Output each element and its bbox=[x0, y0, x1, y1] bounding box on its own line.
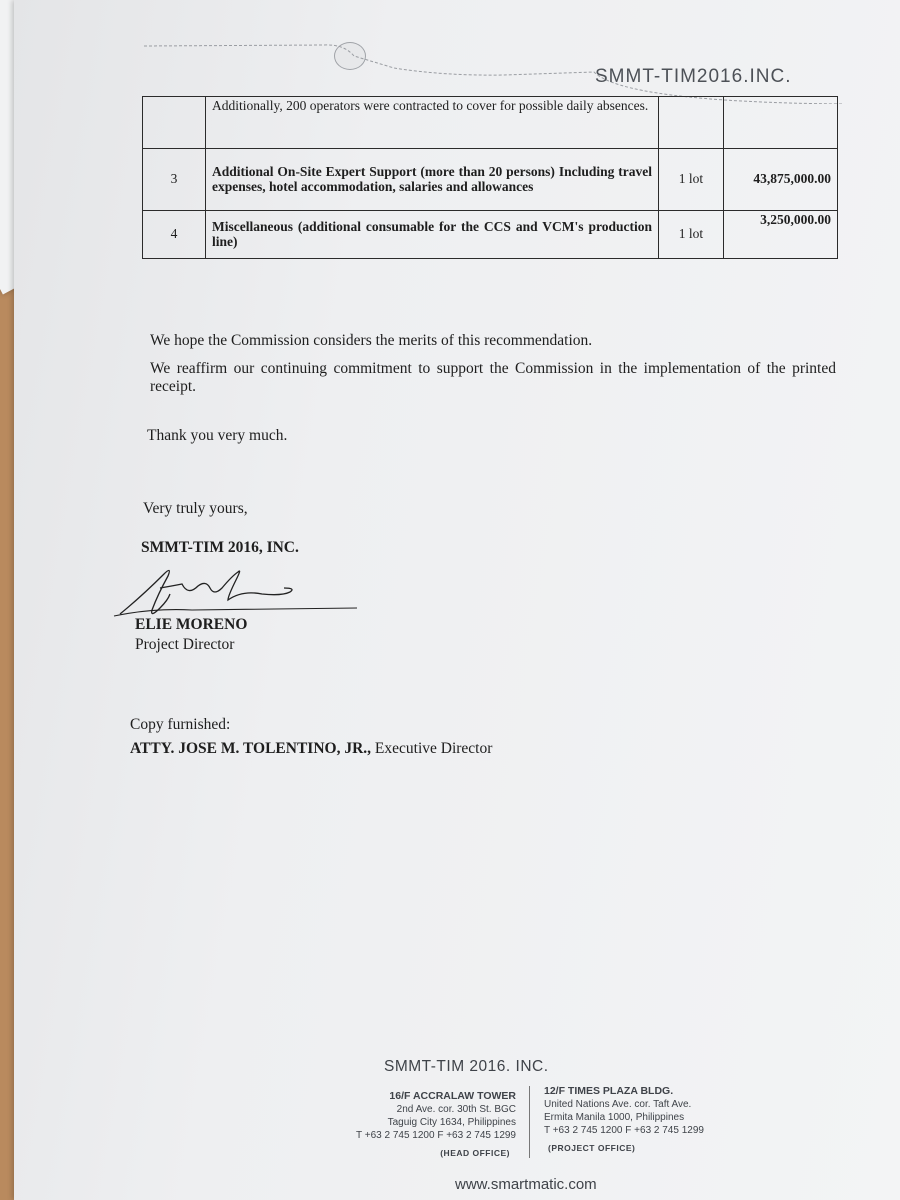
footer-company-name: SMMT-TIM 2016. INC. bbox=[384, 1058, 549, 1075]
project-office-line1: United Nations Ave. cor. Taft Ave. bbox=[544, 1099, 692, 1110]
row-quantity: 1 lot bbox=[659, 211, 724, 259]
signer-title: Project Director bbox=[135, 636, 235, 653]
head-office-title: 16/F ACCRALAW TOWER bbox=[389, 1090, 516, 1102]
closing-salutation: Very truly yours, bbox=[143, 500, 248, 517]
head-office-label: (HEAD OFFICE) bbox=[440, 1148, 510, 1158]
head-office-phone: T +63 2 745 1200 F +63 2 745 1299 bbox=[356, 1130, 516, 1141]
row-number bbox=[143, 97, 206, 149]
copy-furnished-label: Copy furnished: bbox=[130, 716, 231, 733]
table-row bbox=[143, 97, 838, 149]
paragraph-merits: We hope the Commission considers the merits of this recommendation. bbox=[150, 332, 593, 349]
row-amount bbox=[724, 97, 838, 149]
table-row bbox=[143, 211, 838, 259]
row-description-text: Additionally, 200 operators were contracted to cover for possible daily absences. bbox=[212, 98, 649, 113]
project-office-address bbox=[544, 1085, 774, 1155]
project-office-phone: T +63 2 745 1200 F +63 2 745 1299 bbox=[544, 1125, 704, 1136]
project-office-label: (PROJECT OFFICE) bbox=[548, 1143, 636, 1153]
header-company-name: SMMT-TIM2016.INC. bbox=[595, 66, 792, 87]
row-amount: 43,875,000.00 bbox=[724, 149, 838, 211]
row-description-bold: Additional On-Site Expert Support (more than 20 persons) Including travel expenses, hotel accommodation, salaries and allowances bbox=[212, 164, 652, 194]
table-row bbox=[143, 149, 838, 211]
cost-table bbox=[142, 96, 838, 259]
head-office-address bbox=[300, 1090, 516, 1160]
copy-furnished-recipient bbox=[130, 740, 492, 758]
row-quantity: 1 lot bbox=[659, 149, 724, 211]
head-office-line1: 2nd Ave. cor. 30th St. BGC bbox=[396, 1104, 516, 1115]
row-description-bold: Miscellaneous (additional consumable for the CCS and VCM's production line) bbox=[212, 219, 652, 249]
row-amount: 3,250,000.00 bbox=[724, 211, 838, 259]
row-description bbox=[206, 149, 659, 211]
footer-divider bbox=[529, 1086, 530, 1158]
recipient-name: ATTY. JOSE M. TOLENTINO, JR., bbox=[130, 740, 372, 757]
signature-company: SMMT-TIM 2016, INC. bbox=[141, 539, 299, 556]
project-office-line2: Ermita Manila 1000, Philippines bbox=[544, 1112, 685, 1123]
row-number: 4 bbox=[143, 211, 206, 259]
project-office-title: 12/F TIMES PLAZA BLDG. bbox=[544, 1085, 674, 1097]
signer-name: ELIE MORENO bbox=[135, 616, 248, 633]
paragraph-commitment: We reaffirm our continuing commitment to support the Commission in the implementation of the printed receipt. bbox=[150, 360, 836, 396]
row-quantity bbox=[659, 97, 724, 149]
recipient-title: Executive Director bbox=[371, 740, 493, 757]
footer-website: www.smartmatic.com bbox=[455, 1176, 597, 1193]
paragraph-thanks: Thank you very much. bbox=[147, 427, 288, 444]
row-description bbox=[206, 211, 659, 259]
row-number: 3 bbox=[143, 149, 206, 211]
row-description bbox=[206, 97, 659, 149]
head-office-line2: Taguig City 1634, Philippines bbox=[387, 1117, 516, 1128]
